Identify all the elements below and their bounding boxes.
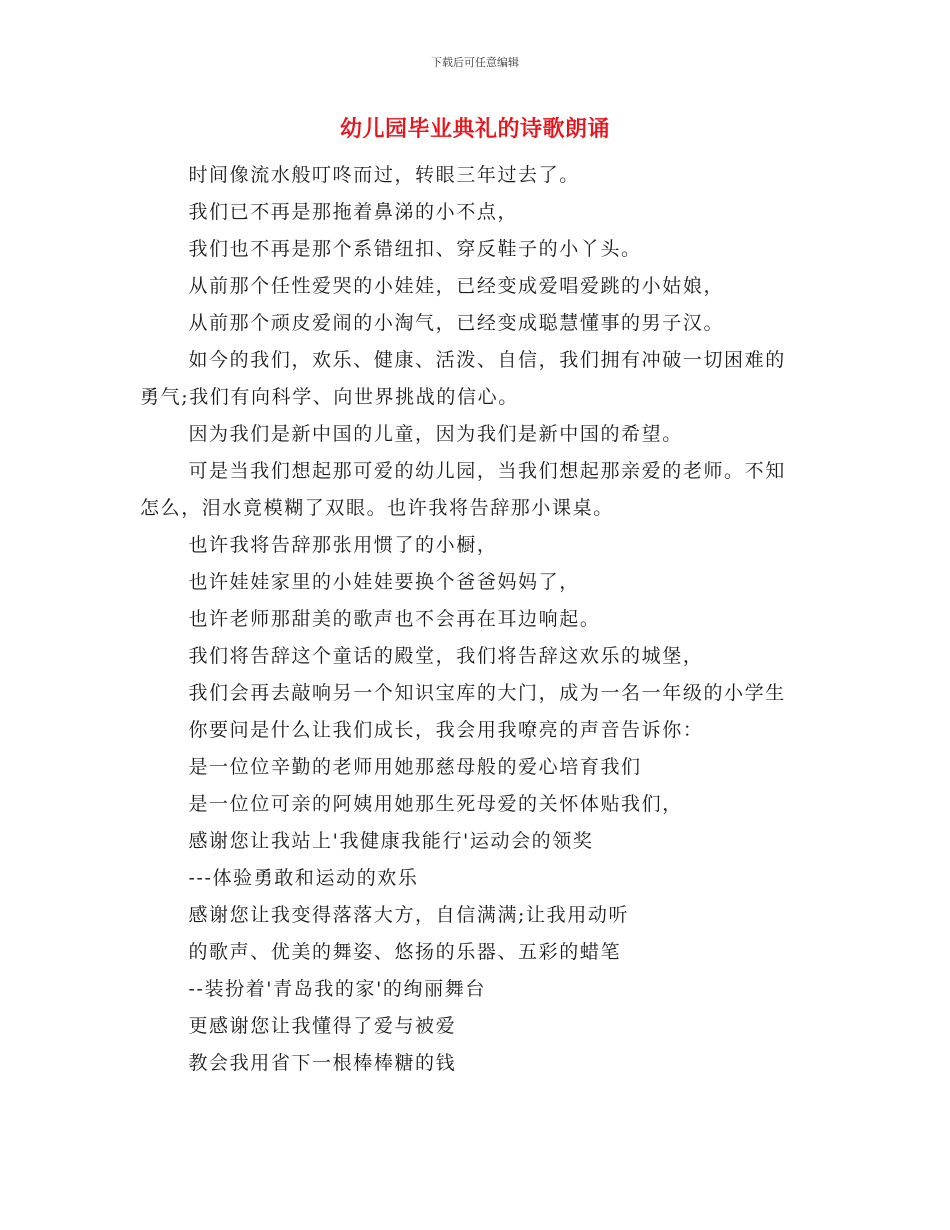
paragraph: 也许我将告辞那张用惯了的小橱， <box>188 534 498 556</box>
paragraph: 你要问是什么让我们成长，我会用我嘹亮的声音告诉你： <box>188 719 704 741</box>
paragraph: 感谢您让我站上'我健康我能行'运动会的领奖 <box>188 830 594 852</box>
paragraph: 也许老师那甜美的歌声也不会再在耳边响起。 <box>188 608 601 630</box>
poem-body <box>140 157 800 1082</box>
paragraph: 的歌声、优美的舞姿、悠扬的乐器、五彩的蜡笔 <box>188 941 622 963</box>
document-title: 幼儿园毕业典礼的诗歌朗诵 <box>339 117 610 142</box>
paragraph: 是一位位辛勤的老师用她那慈母般的爱心培育我们 <box>188 756 642 778</box>
paragraph: 教会我用省下一根棒棒糖的钱 <box>188 1052 457 1074</box>
paragraph: 更感谢您让我懂得了爱与被爱 <box>188 1015 457 1037</box>
paragraph: 感谢您让我变得落落大方，自信满满;让我用动听 <box>188 904 630 926</box>
paragraph: 我们已不再是那拖着鼻涕的小不点， <box>188 201 519 223</box>
paragraph: 如今的我们，欢乐、健康、活泼、自信，我们拥有冲破一切困难的勇气;我们有向科学、向世界挑战的信心。 <box>140 349 786 408</box>
paragraph: 我们也不再是那个系错纽扣、穿反鞋子的小丫头。 <box>188 238 642 260</box>
paragraph: 我们将告辞这个童话的殿堂，我们将告辞这欢乐的城堡， <box>188 645 704 667</box>
paragraph: 是一位位可亲的阿姨用她那生死母爱的关怀体贴我们， <box>188 793 683 815</box>
paragraph: 因为我们是新中国的儿童，因为我们是新中国的希望。 <box>188 423 683 445</box>
paragraph: 从前那个任性爱哭的小娃娃，已经变成爱唱爱跳的小姑娘， <box>188 275 725 297</box>
paragraph: ---体验勇敢和运动的欢乐 <box>188 867 419 889</box>
paragraph: 从前那个顽皮爱闹的小淘气，已经变成聪慧懂事的男子汉。 <box>188 312 725 334</box>
paragraph: 我们会再去敲响另一个知识宝库的大门，成为一名一年级的小学生 <box>188 682 786 704</box>
header-note: 下载后可任意编辑 <box>431 56 519 69</box>
paragraph: 也许娃娃家里的小娃娃要换个爸爸妈妈了， <box>188 571 580 593</box>
paragraph: 可是当我们想起那可爱的幼儿园，当我们想起那亲爱的老师。不知怎么，泪水竟模糊了双眼。也许我将告辞那小课桌。 <box>140 460 786 519</box>
paragraph: --装扮着'青岛我的家'的绚丽舞台 <box>188 978 486 1000</box>
paragraph: 时间像流水般叮咚而过，转眼三年过去了。 <box>188 164 580 186</box>
